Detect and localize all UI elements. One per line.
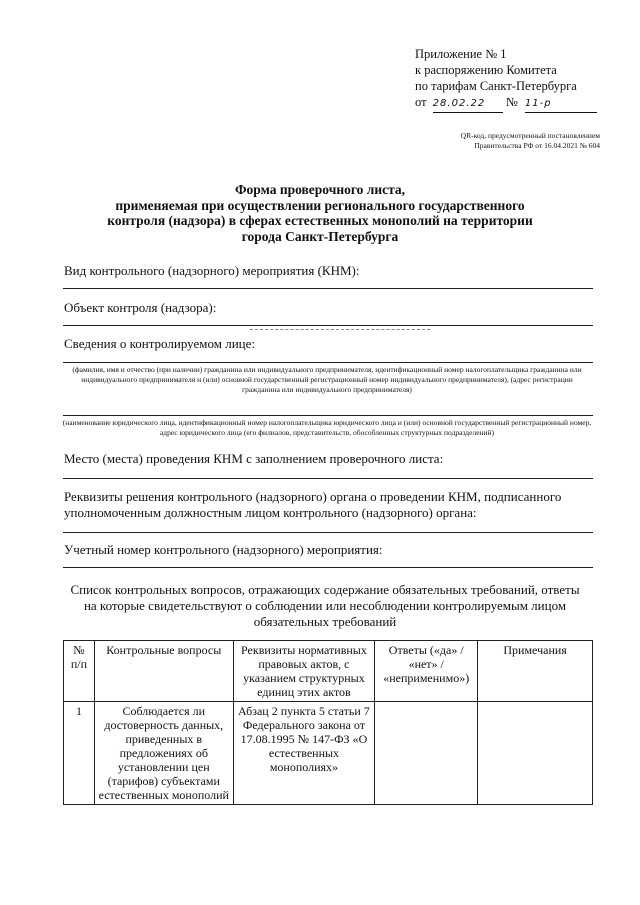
date-prefix: от	[415, 95, 427, 109]
place-fill-line[interactable]	[63, 478, 593, 479]
header-requisites: Реквизиты нормативных правовых актов, с указанием структурных единиц этих актов	[233, 641, 375, 702]
qr-note-line-2: Правительства РФ от 16.04.2021 № 604	[474, 141, 600, 150]
number-value: 11-р	[525, 96, 597, 113]
event-type-fill-line[interactable]	[63, 288, 593, 289]
form-title-line-4: города Санкт-Петербурга	[241, 228, 399, 244]
date-value: 28.02.22	[433, 96, 503, 113]
header-notes: Примечания	[478, 641, 593, 702]
appendix-line-1: Приложение № 1	[415, 47, 507, 61]
checklist-table	[63, 640, 593, 805]
appendix-line-2: к распоряжению Комитета	[415, 63, 557, 77]
checklist-heading	[70, 582, 580, 630]
table-header-row	[64, 641, 593, 702]
legal-entity-fill-line[interactable]	[63, 415, 593, 416]
row-note-cell[interactable]	[478, 702, 593, 805]
header-number: № п/п	[64, 641, 95, 702]
controlled-person-fill-line[interactable]	[63, 362, 593, 363]
row-requisites: Абзац 2 пункта 5 статьи 7 Федерального закона от 17.08.1995 № 147-ФЗ «О естественных монополиях»	[233, 702, 375, 805]
row-number: 1	[64, 702, 95, 805]
checklist-heading-line-1: Список контрольных вопросов, отражающих содержание обязательных требований, ответы	[70, 582, 580, 597]
appendix-line-3: по тарифам Санкт-Петербурга	[415, 79, 577, 93]
record-number-fill-line[interactable]	[63, 567, 593, 568]
form-title-line-2: применяемая при осуществлении регионального государственного	[115, 197, 525, 213]
header-answers: Ответы («да» / «нет» / «неприменимо»)	[375, 641, 478, 702]
event-type-label: Вид контрольного (надзорного) мероприятия (КНМ):	[64, 263, 360, 278]
object-label: Объект контроля (надзора):	[64, 300, 217, 315]
row-question: Соблюдается ли достоверность данных, приведенных в предложениях об установлении цен (тарифов) субъектами естественных монополий	[94, 702, 233, 805]
place-label: Место (места) проведения КНМ с заполнением проверочного листа:	[64, 451, 444, 466]
table-row	[64, 702, 593, 805]
record-number-label: Учетный номер контрольного (надзорного) мероприятия:	[64, 542, 383, 557]
appendix-date-line	[415, 94, 597, 113]
decision-label	[64, 489, 561, 521]
qr-code-note	[400, 131, 600, 151]
number-prefix: №	[505, 95, 518, 109]
qr-note-line-1: QR-код, предусмотренный постановлением	[460, 131, 600, 140]
checklist-heading-line-2: на которые свидетельствуют о соблюдении или несоблюдении контролируемым лицом	[83, 598, 567, 613]
object-fill-line[interactable]	[63, 325, 593, 326]
decision-fill-line[interactable]	[63, 532, 593, 533]
row-answer-cell[interactable]	[375, 702, 478, 805]
form-title-line-3: контроля (надзора) в сферах естественных монополий на территории	[107, 213, 533, 228]
person-caption: (фамилия, имя и отчество (при наличии) гражданина или индивидуального предпринимателя, идентификационный номер налогоплательщика гражданина или индивидуального предпринимателя и (или) основной государственный регистрационный номер индивидуального предпринимателя), (адрес регистрации гражданина или индивидуального предпринимателя)	[72, 365, 582, 394]
checklist-heading-line-3: обязательных требований	[253, 614, 397, 629]
header-questions: Контрольные вопросы	[94, 641, 233, 702]
form-title-line-1: Форма проверочного листа,	[234, 182, 406, 197]
object-dash-mark	[250, 329, 430, 330]
form-title	[95, 182, 545, 244]
legal-entity-caption: (наименование юридического лица, идентификационный номер налогоплательщика юридического лица и (или) основной государственный регистрационный номер, адрес юридического лица (его филиалов, представительств, обособленных структурных подразделений)	[62, 418, 592, 437]
decision-label-line-2: уполномоченным должностным лицом контрольного (надзорного) органа:	[64, 505, 477, 520]
controlled-person-label: Сведения о контролируемом лице:	[64, 336, 256, 351]
decision-label-line-1: Реквизиты решения контрольного (надзорного) органа о проведении КНМ, подписанного	[64, 489, 562, 504]
appendix-header	[415, 46, 597, 113]
